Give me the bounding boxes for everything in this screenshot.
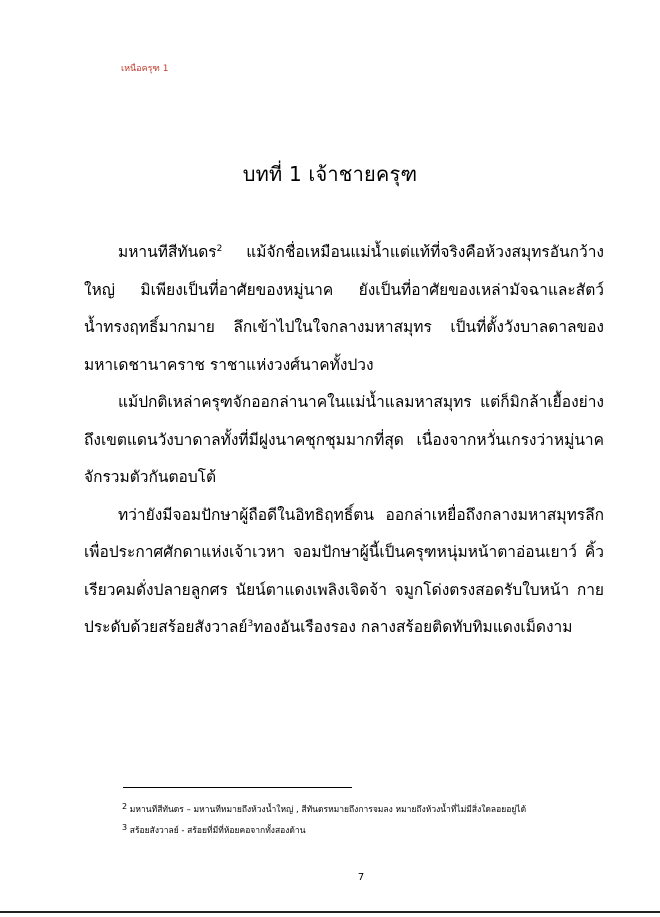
footnote-ref-3[interactable]: 3 <box>247 619 254 629</box>
paragraph-3 <box>84 497 604 647</box>
paragraph-3-rest: ทองอันเรืองรอง กลางสร้อยติดทับทิมแดงเม็ดงาม <box>253 618 573 636</box>
footnote-item <box>84 800 604 821</box>
paragraph-1 <box>84 234 604 384</box>
footnote-text: สร้อยสังวาลย์ - สร้อยที่มีที่ห้อยคอจากทั้งสองด้าน <box>127 826 306 836</box>
footnote-text: มหานทีสีทันดร – มหานทีหมายถึงห้วงน้ำใหญ่ , สีทันดรหมายถึงการจมลง หมายถึงห้วงน้ำที่ไม่มีสิ่งใดลอยอยู่ได้ <box>127 805 527 815</box>
paragraph-1-lead: มหานทีสีทันดร <box>118 243 217 261</box>
footnote-separator <box>123 787 352 788</box>
body-text <box>84 234 604 647</box>
footnote-number: 2 <box>122 802 128 811</box>
paragraph-1-rest: แม้จักชื่อเหมือนแม่น้ำแต่แท้ที่จริงคือห้วงสมุทรอันกว้างใหญ่ มิเพียงเป็นที่อาศัยของหมู่นาค ยังเป็นที่อาศัยของเหล่ามัจฉาและสัตว์น้ำทรงฤทธิ์มากมาย ลึกเข้าไปในใจกลางมหาสมุทร เป็นที่ตั้งวังบาลดาลของมหาเดชานาคราช ราชาแห่งวงศ์นาคทั้งปวง <box>84 243 604 374</box>
page-bottom-border <box>0 911 660 913</box>
running-header: เหนือครุฑ 1 <box>121 64 169 74</box>
paragraph-3-lead: ทว่ายังมีจอมปักษาผู้ถือดีในอิทธิฤทธิ์ตน ออกล่าเหยื่อถึงกลางมหาสมุทรลึกเพื่อประกาศศักดาแห่งเจ้าเวหา จอมปักษาผู้นี้เป็นครุฑหนุ่มหน้าตาอ่อนเยาว์ คิ้วเรียวคมดั่งปลายลูกศร นัยน์ตาแดงเพลิงเจิดจ้า จมูกโด่งตรงสอดรับใบหน้า กายประดับด้วยสร้อยสังวาลย์ <box>84 505 604 636</box>
footnote-ref-2[interactable]: 2 <box>216 244 223 254</box>
chapter-title: บทที่ 1 เจ้าชายครุฑ <box>242 162 418 186</box>
footnote-number: 3 <box>122 823 128 832</box>
footnote-item <box>84 821 604 842</box>
page-number: 7 <box>357 872 365 883</box>
paragraph-2: แม้ปกติเหล่าครุฑจักออกล่านาคในแม่น้ำแลมหาสมุทร แต่ก็มิกล้าเยื้องย่างถึงเขตแดนวังบาดาลทั้งที่มีฝูงนาคชุกชุมมากที่สุด เนื่องจากหวั่นเกรงว่าหมู่นาคจักรวมตัวกันตอบโต้ <box>84 393 604 486</box>
footnotes <box>84 800 604 842</box>
